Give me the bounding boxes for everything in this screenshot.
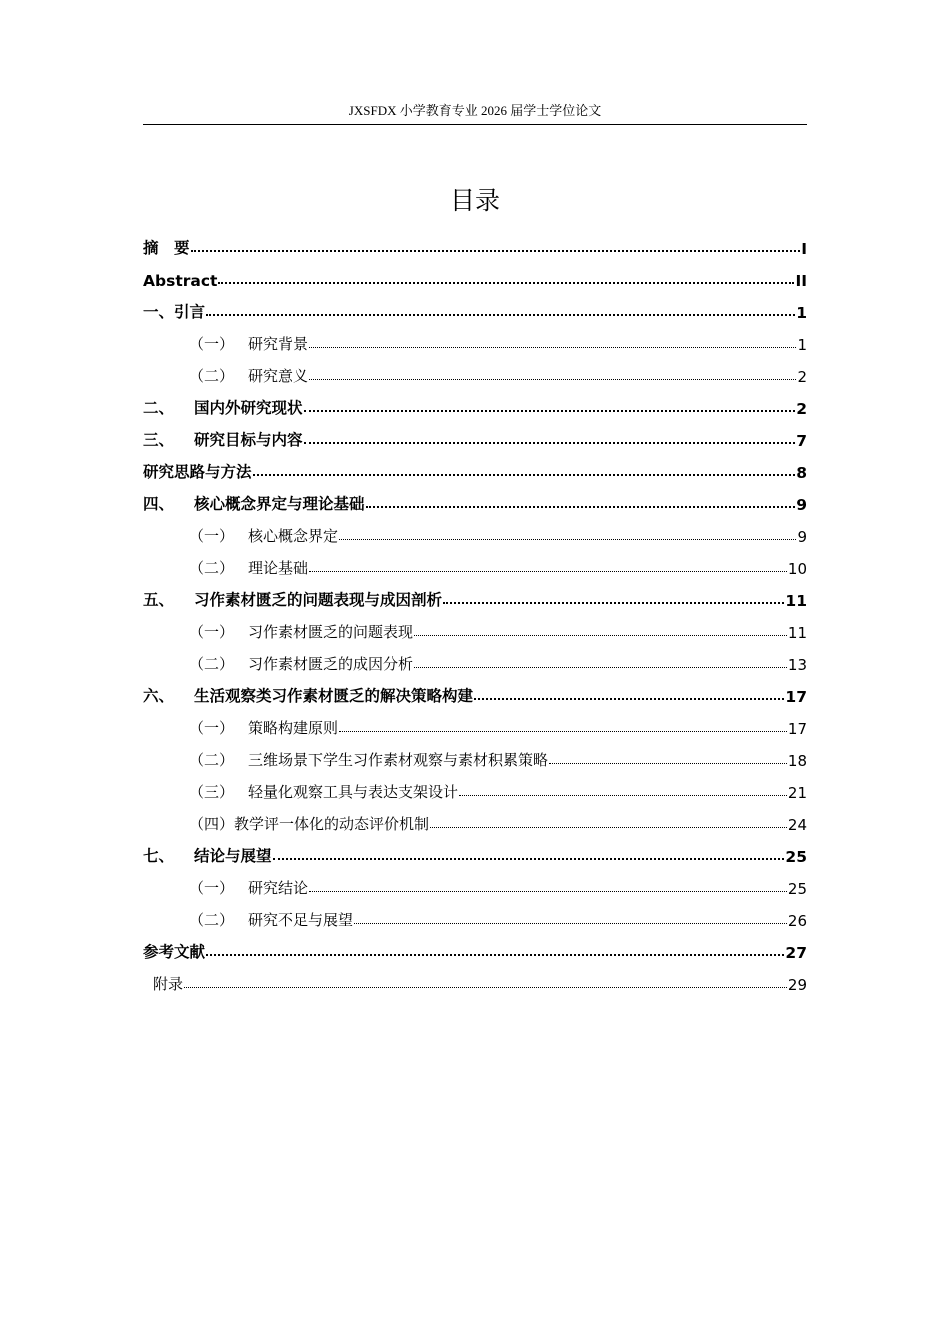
page-title: 目录 <box>449 186 500 215</box>
toc-entry-page: 11 <box>785 592 807 610</box>
toc-entry-page: I <box>801 240 807 258</box>
toc-entry-number: （三） <box>189 783 235 801</box>
toc-entry-abstract-en[interactable] <box>143 258 807 290</box>
toc-entry-tool-design[interactable] <box>143 770 807 802</box>
leader-dots <box>549 763 787 764</box>
toc-entry-page: 2 <box>797 368 807 386</box>
toc-entry-text: 附录 <box>153 975 184 993</box>
toc-entry-page: 25 <box>787 880 807 898</box>
toc-entry-number: （二） <box>189 367 235 385</box>
toc-entry-page: 17 <box>785 688 807 706</box>
toc-entry-number: 二、 <box>143 399 175 417</box>
toc-entry-introduction[interactable] <box>143 290 807 322</box>
toc-entry-page: 18 <box>787 752 807 770</box>
toc-entry-theoretical-basis[interactable] <box>143 546 807 578</box>
toc-entry-number: （二） <box>189 559 235 577</box>
toc-entry-text: 习作素材匮乏的问题表现 <box>248 623 414 641</box>
toc-entry-page: 2 <box>796 400 807 418</box>
toc-entry-page: 9 <box>796 496 807 514</box>
toc-entry-number: 六、 <box>143 687 175 705</box>
toc-entry-page: 21 <box>787 784 807 802</box>
toc-entry-number: （一） <box>189 335 235 353</box>
toc-entry-number: （二） <box>189 911 235 929</box>
toc-entry-text: 结论与展望 <box>194 847 272 865</box>
toc-entry-research-goals[interactable] <box>143 418 807 450</box>
toc-entry-page: 7 <box>796 432 807 450</box>
toc-entry-page: 9 <box>797 528 807 546</box>
toc-entry-number: （二） <box>189 655 235 673</box>
leader-dots <box>206 314 795 316</box>
toc-entry-text: 研究思路与方法 <box>143 463 252 481</box>
toc-entry-problem-manifestation[interactable] <box>143 610 807 642</box>
running-header: JXSFDX 小学教育专业 2026 届学士学位论文 <box>348 103 602 118</box>
toc-entry-research-background[interactable] <box>143 322 807 354</box>
header-rule <box>143 124 807 125</box>
toc-entry-number: （二） <box>189 751 235 769</box>
leader-dots <box>414 635 787 636</box>
leader-dots <box>309 571 787 572</box>
toc-entry-page: 27 <box>785 944 807 962</box>
toc-entry-page: 26 <box>787 912 807 930</box>
toc-entry-text: （四）教学评一体化的动态评价机制 <box>189 815 430 833</box>
toc-entry-references[interactable] <box>143 930 807 962</box>
toc-entry-page: 10 <box>787 560 807 578</box>
toc-entry-text: 一、引言 <box>143 303 206 321</box>
toc-entry-text: 生活观察类习作素材匮乏的解决策略构建 <box>194 687 474 705</box>
toc-entry-conclusion[interactable] <box>143 834 807 866</box>
toc-entry-text: 理论基础 <box>248 559 309 577</box>
toc-entry-text: 习作素材匮乏的问题表现与成因剖析 <box>194 591 443 609</box>
toc-entry-number: 三、 <box>143 431 175 449</box>
leader-dots <box>366 506 796 508</box>
toc-entry-limitations[interactable] <box>143 898 807 930</box>
toc-entry-research-significance[interactable] <box>143 354 807 386</box>
toc-entry-abstract-cn[interactable] <box>143 226 807 258</box>
toc-entry-strategy-principles[interactable] <box>143 706 807 738</box>
toc-entry-number: （一） <box>189 623 235 641</box>
toc-entry-text: 国内外研究现状 <box>194 399 303 417</box>
toc-entry-text: 轻量化观察工具与表达支架设计 <box>248 783 459 801</box>
leader-dots <box>191 250 801 252</box>
toc-entry-number: （一） <box>189 527 235 545</box>
leader-dots <box>339 731 787 732</box>
toc-entry-number: （一） <box>189 879 235 897</box>
leader-dots <box>309 891 787 892</box>
leader-dots <box>184 987 787 988</box>
toc-entry-research-conclusion[interactable] <box>143 866 807 898</box>
toc-entry-text: 研究不足与展望 <box>248 911 354 929</box>
toc-entry-page: 8 <box>796 464 807 482</box>
toc-entry-text: 摘 要 <box>143 239 190 257</box>
leader-dots <box>309 379 796 380</box>
toc-entry-text: 三维场景下学生习作素材观察与素材积累策略 <box>248 751 549 769</box>
toc-entry-page: 11 <box>787 624 807 642</box>
leader-dots <box>304 442 796 444</box>
toc-entry-cause-analysis[interactable] <box>143 642 807 674</box>
toc-entry-number: 四、 <box>143 495 175 513</box>
toc-entry-page: 13 <box>787 656 807 674</box>
toc-entry-observation-strategy[interactable] <box>143 738 807 770</box>
leader-dots <box>474 698 784 700</box>
toc-entry-page: 1 <box>796 304 807 322</box>
toc-entry-problem-analysis[interactable] <box>143 578 807 610</box>
toc-entry-text: 核心概念界定 <box>248 527 339 545</box>
toc-entry-page: II <box>795 272 807 290</box>
leader-dots <box>414 667 787 668</box>
toc-entry-appendix[interactable] <box>143 962 807 994</box>
toc-entry-text: 研究结论 <box>248 879 309 897</box>
toc-entry-text: 策略构建原则 <box>248 719 339 737</box>
toc-entry-core-concepts[interactable] <box>143 482 807 514</box>
toc-entry-evaluation-mechanism[interactable] <box>143 802 807 834</box>
toc-entry-literature-review[interactable] <box>143 386 807 418</box>
toc-entry-page: 1 <box>797 336 807 354</box>
leader-dots <box>309 347 796 348</box>
toc-entry-text: 研究目标与内容 <box>194 431 303 449</box>
toc-entry-text: 参考文献 <box>143 943 206 961</box>
leader-dots <box>354 923 787 924</box>
table-of-contents <box>143 226 807 994</box>
leader-dots <box>304 410 796 412</box>
toc-entry-research-methods[interactable] <box>143 450 807 482</box>
toc-entry-concept-definition[interactable] <box>143 514 807 546</box>
leader-dots <box>206 954 784 956</box>
toc-entry-number: 七、 <box>143 847 175 865</box>
toc-entry-page: 25 <box>785 848 807 866</box>
toc-entry-text: 核心概念界定与理论基础 <box>194 495 365 513</box>
toc-entry-text: Abstract <box>143 272 218 290</box>
toc-entry-page: 17 <box>787 720 807 738</box>
toc-entry-text: 研究意义 <box>248 367 309 385</box>
leader-dots <box>339 539 796 540</box>
leader-dots <box>273 858 785 860</box>
leader-dots <box>443 602 784 604</box>
toc-entry-text: 习作素材匮乏的成因分析 <box>248 655 414 673</box>
leader-dots <box>218 282 794 284</box>
leader-dots <box>430 827 787 828</box>
toc-entry-text: 研究背景 <box>248 335 309 353</box>
toc-entry-page: 29 <box>787 976 807 994</box>
toc-entry-number: 五、 <box>143 591 175 609</box>
leader-dots <box>253 474 796 476</box>
toc-entry-page: 24 <box>787 816 807 834</box>
leader-dots <box>459 795 787 796</box>
toc-entry-number: （一） <box>189 719 235 737</box>
toc-entry-strategy-construction[interactable] <box>143 674 807 706</box>
